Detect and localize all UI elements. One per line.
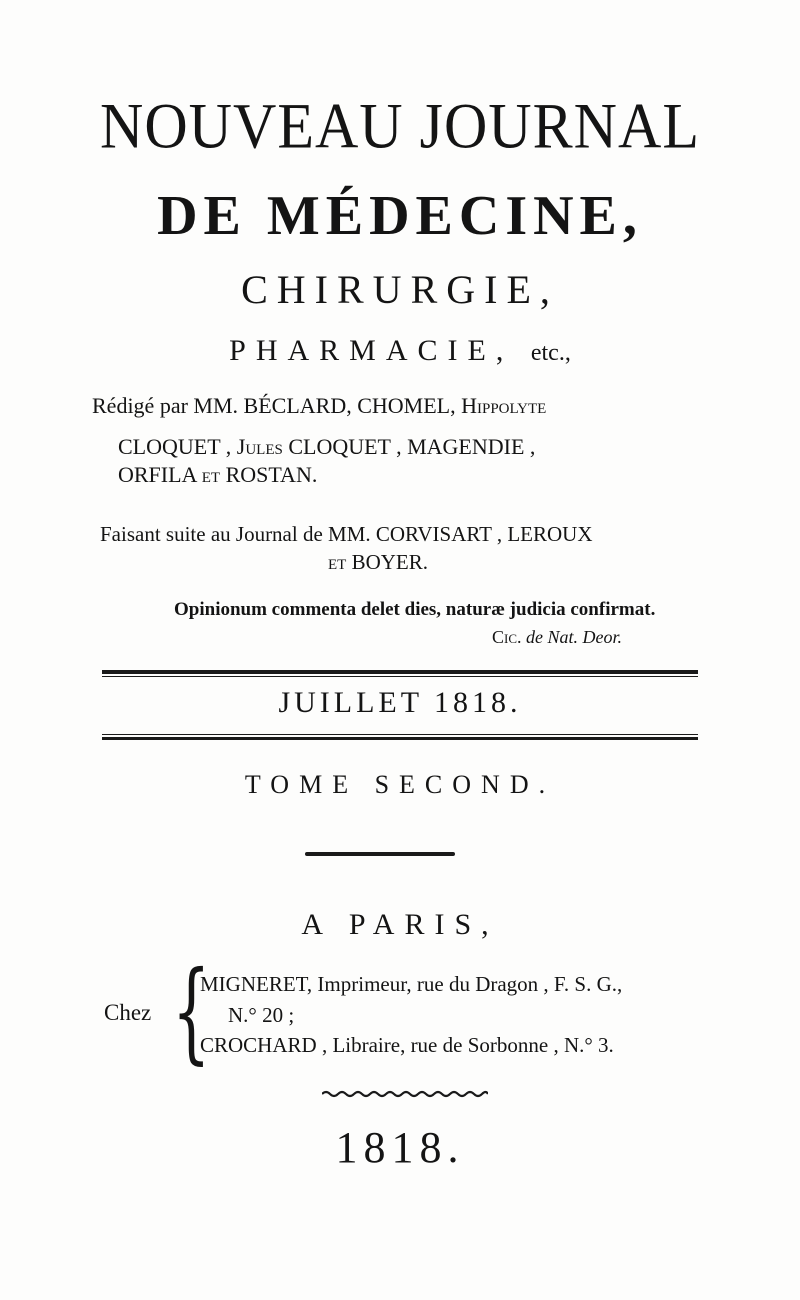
mid-rule-thick xyxy=(102,737,698,740)
editors-text: Rédigé par MM. BÉCLARD, CHOMEL, xyxy=(92,393,462,418)
wave-ornament xyxy=(322,1090,488,1098)
editors-smallcaps: et xyxy=(201,462,221,487)
continuation-line1: Faisant suite au Journal de MM. CORVISART , LEROUX xyxy=(100,522,593,546)
journal-title-line3: CHIRURGIE, xyxy=(241,267,559,312)
editors-line1 xyxy=(92,393,546,419)
journal-title-line2: DE MÉDECINE, xyxy=(157,185,643,247)
editors-text: ORFILA xyxy=(118,462,202,487)
epigraph-source-author: Cic. xyxy=(492,627,527,647)
top-rule-thick xyxy=(102,670,698,674)
continuation-text: BOYER. xyxy=(346,550,429,574)
editors-text: ROSTAN. xyxy=(220,462,318,487)
editors-text: CLOQUET , xyxy=(118,434,237,459)
volume-label: TOME SECOND. xyxy=(244,770,556,799)
publisher2-line: CROCHARD , Libraire, rue de Sorbonne , N.° 3. xyxy=(200,1033,614,1057)
mid-rule-thin xyxy=(102,734,698,735)
imprint-year: 1818. xyxy=(335,1123,465,1172)
journal-title-line1: NOUVEAU JOURNAL xyxy=(100,90,700,162)
editors-smallcaps: Jules xyxy=(236,434,283,459)
journal-title-line4 xyxy=(0,334,800,368)
imprint-brace: { xyxy=(172,947,211,1075)
issue-date: JUILLET 1818. xyxy=(278,686,522,719)
epigraph-quote: Opinionum commenta delet dies, naturæ judicia confirmat. xyxy=(174,599,656,620)
publisher1-line1: MIGNERET, Imprimeur, rue du Dragon , F. S. G., xyxy=(200,972,623,996)
epigraph-source xyxy=(492,627,622,648)
publisher1-line2: N.° 20 ; xyxy=(228,1003,295,1027)
editors-text: CLOQUET , MAGENDIE , xyxy=(282,434,536,459)
imprint-city: A PARIS, xyxy=(301,908,499,941)
title-etc: etc., xyxy=(530,340,571,366)
title-pharmacie: PHARMACIE, xyxy=(229,334,514,367)
top-rule-thin xyxy=(102,676,698,677)
editors-line2 xyxy=(118,434,535,460)
continuation-smallcaps: et xyxy=(328,550,347,574)
imprint-chez: Chez xyxy=(104,1000,152,1025)
epigraph-source-work: de Nat. Deor. xyxy=(526,627,623,647)
editors-smallcaps: Hippolyte xyxy=(461,393,547,418)
short-rule xyxy=(305,852,455,856)
continuation-line2 xyxy=(328,550,428,575)
editors-line3 xyxy=(118,462,317,488)
